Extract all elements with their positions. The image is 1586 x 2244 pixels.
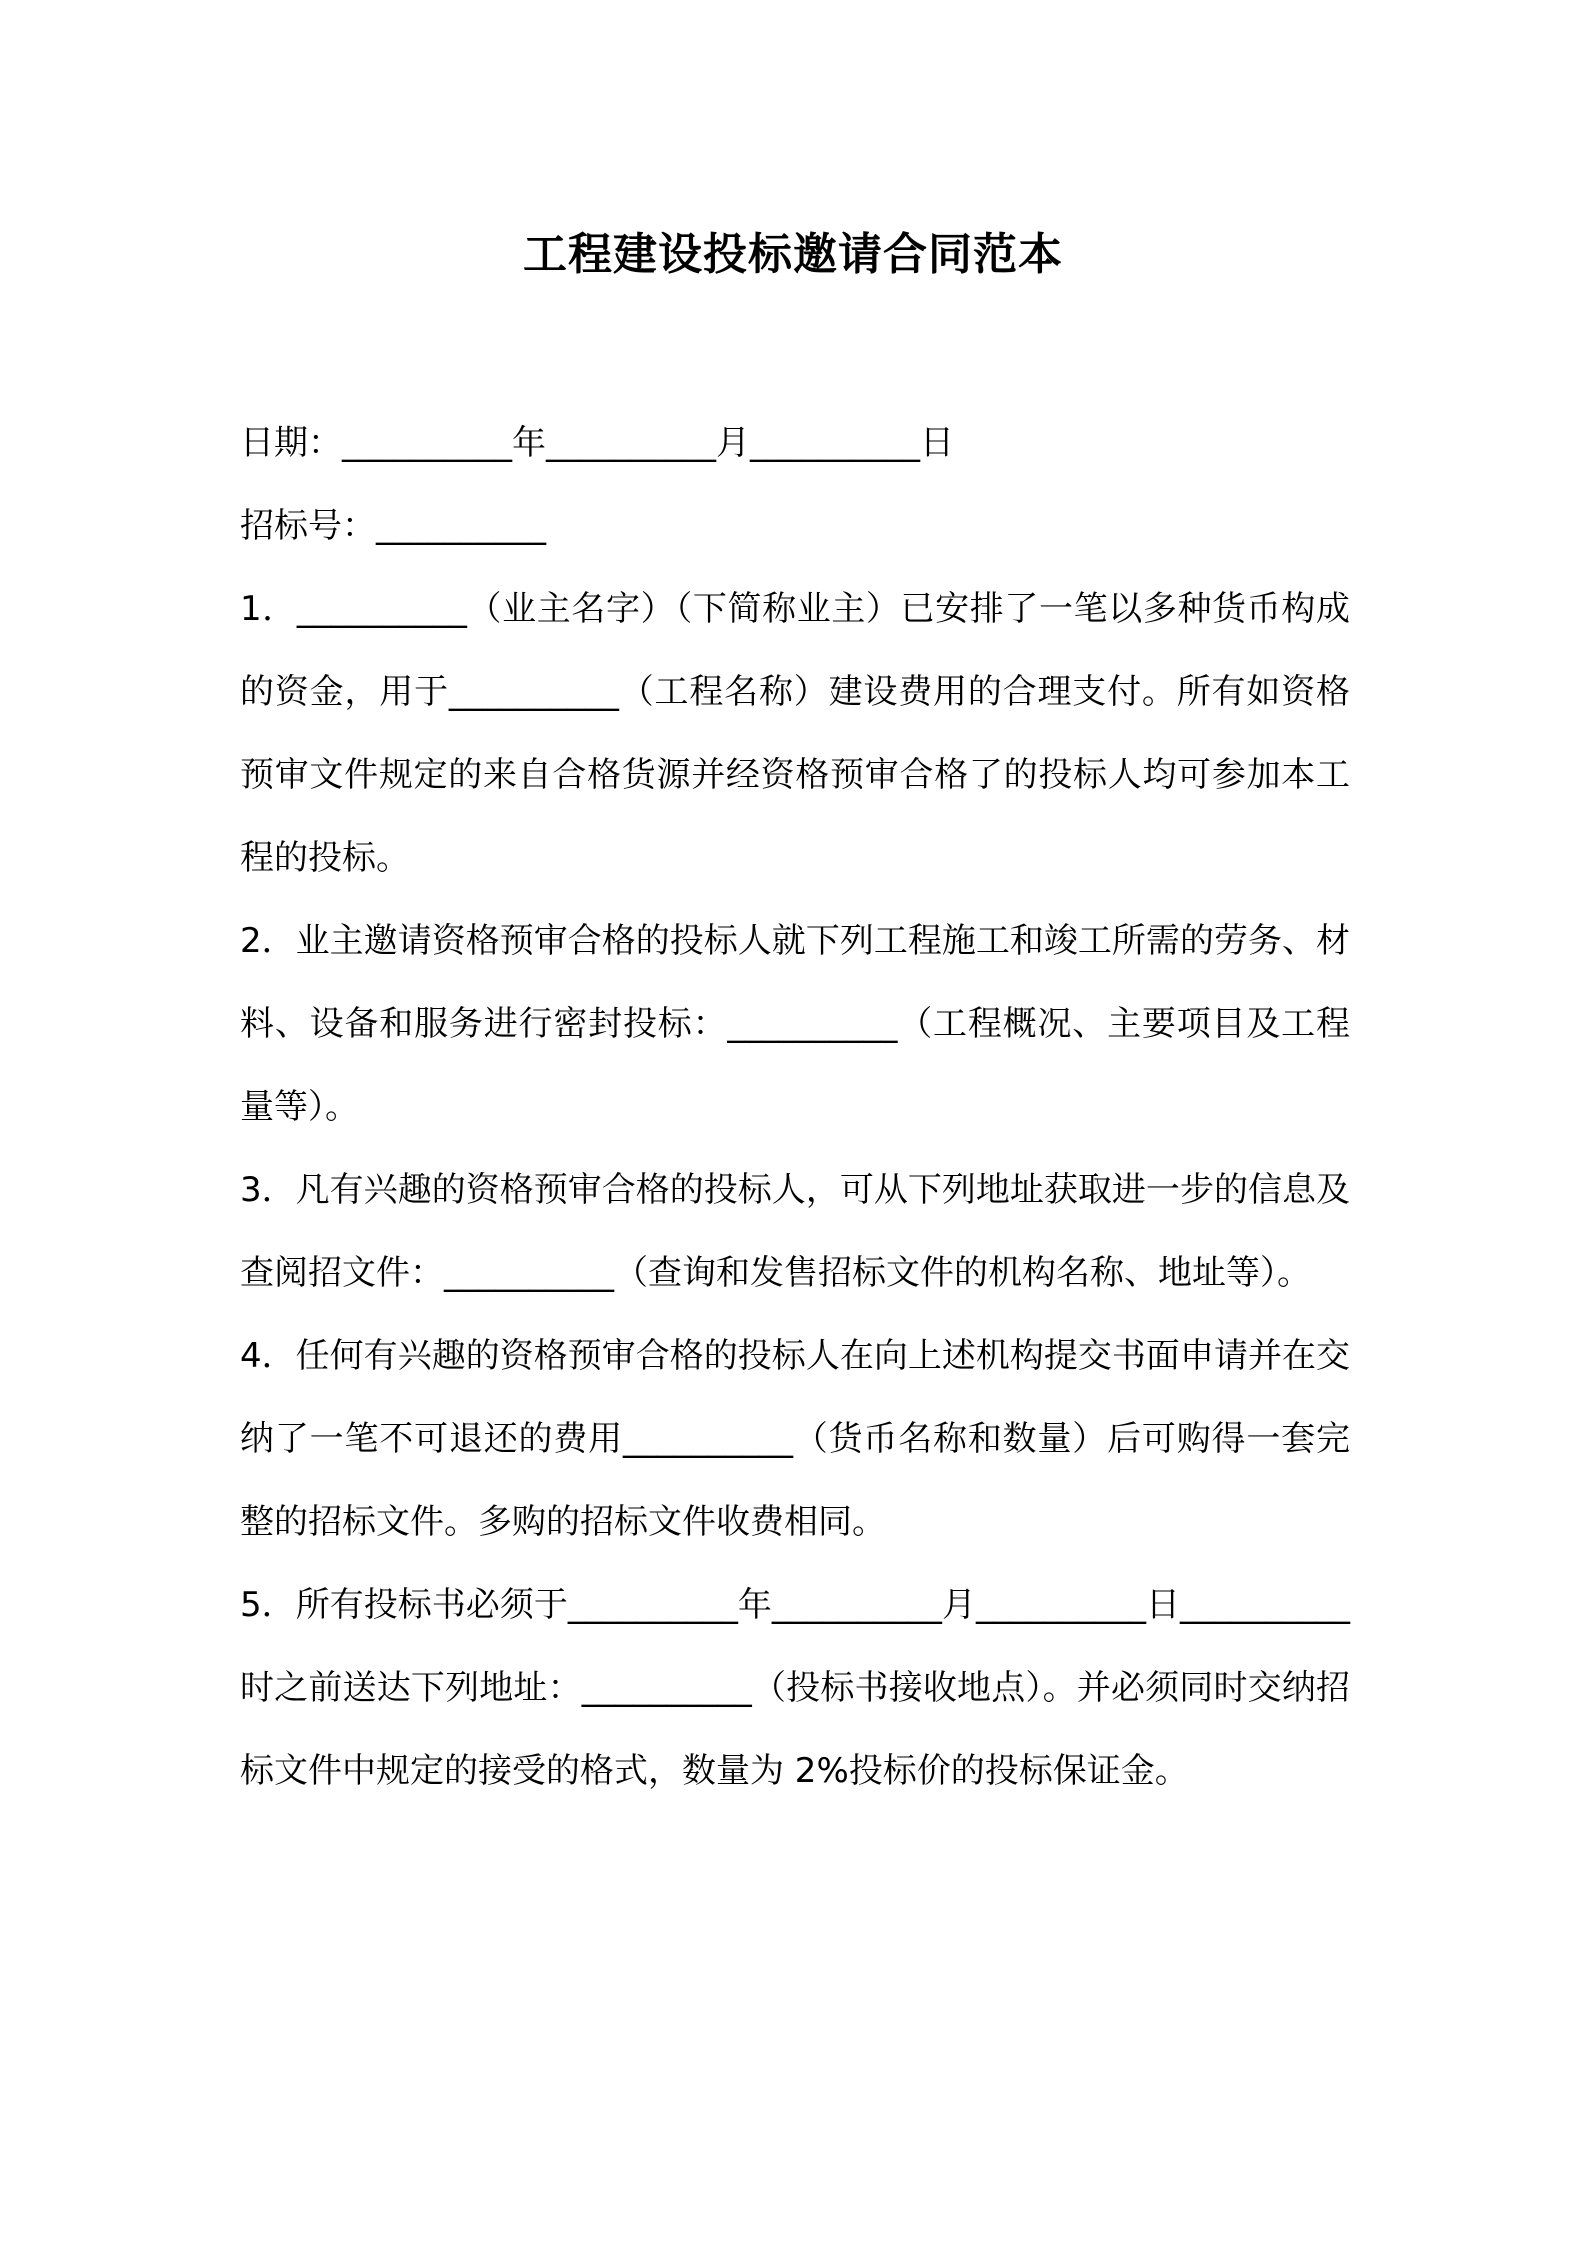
clause-5-text-3: （投标书接收地点）。并必须同时交纳招标文件中规定的接受的格式，数量为 2%投标价的投标保证金。 [240,1668,1351,1791]
date-day-blank: __________ [750,423,920,463]
submission-place-blank: __________ [581,1668,752,1708]
clause-5-day: 日 [1145,1585,1181,1625]
year-label: 年 [512,423,546,463]
clause-5-number: 5． [240,1585,296,1625]
tender-number-blank: __________ [376,506,546,546]
clause-3-number: 3． [240,1170,296,1210]
clause-4-number: 4． [240,1336,296,1376]
clause-5-month: 月 [941,1585,976,1625]
tender-number-line [240,485,1350,568]
date-line [240,402,1350,485]
clause-3 [240,1149,1350,1315]
deadline-day-blank: __________ [975,1585,1146,1625]
document-body [240,402,1350,1813]
owner-name-blank: __________ [296,589,467,629]
deadline-hour-blank: __________ [1180,1585,1351,1625]
clause-4-text-1: 任何有兴趣的资格预审合格的投标人在向上述机构提交书面申请并在交纳了一笔不可退还的费用 [240,1336,1350,1459]
clause-2-number: 2． [240,921,296,961]
clause-5 [240,1564,1350,1813]
clause-4 [240,1315,1350,1564]
clause-3-text-2: （查询和发售招标文件的机构名称、地址等）。 [614,1253,1311,1293]
clause-2 [240,900,1350,1149]
clause-5-text-2: 时之前送达下列地址： [240,1668,582,1708]
clause-1-text-2: （工程名称）建设费用的合理支付。所有如资格预审文件规定的来自合格货源并经资格预审合格了的投标人均可参加本工程的投标。 [240,672,1351,878]
tender-number-label: 招标号： [240,506,376,546]
document-title: 工程建设投标邀请合同范本 [523,229,1063,280]
clause-1 [240,568,1350,900]
clause-1-text-1: （业主名字）（下简称业主）已安排了一笔以多种货币构成的资金，用于 [240,589,1350,712]
month-label: 月 [716,423,750,463]
clause-3-text-1: 凡有兴趣的资格预审合格的投标人，可从下列地址获取进一步的信息及查阅招文件： [240,1170,1350,1293]
deadline-year-blank: __________ [567,1585,738,1625]
clause-2-text-1: 业主邀请资格预审合格的投标人就下列工程施工和竣工所需的劳务、材料、设备和服务进行密封投标： [240,921,1350,1044]
deadline-month-blank: __________ [771,1585,942,1625]
date-year-blank: __________ [342,423,512,463]
day-label: 日 [920,423,954,463]
clause-2-text-2: （工程概况、主要项目及工程量等）。 [240,1004,1350,1127]
clause-5-text-1: 所有投标书必须于 [295,1585,568,1625]
project-overview-blank: __________ [727,1004,898,1044]
clause-1-number: 1． [240,589,297,629]
clause-5-year: 年 [737,1585,772,1625]
date-label: 日期： [240,423,342,463]
date-month-blank: __________ [546,423,716,463]
clause-4-text-2: （货币名称和数量）后可购得一套完整的招标文件。多购的招标文件收费相同。 [240,1419,1351,1542]
fee-blank: __________ [622,1419,793,1459]
inquiry-address-blank: __________ [444,1253,614,1293]
project-name-blank: __________ [448,672,619,712]
